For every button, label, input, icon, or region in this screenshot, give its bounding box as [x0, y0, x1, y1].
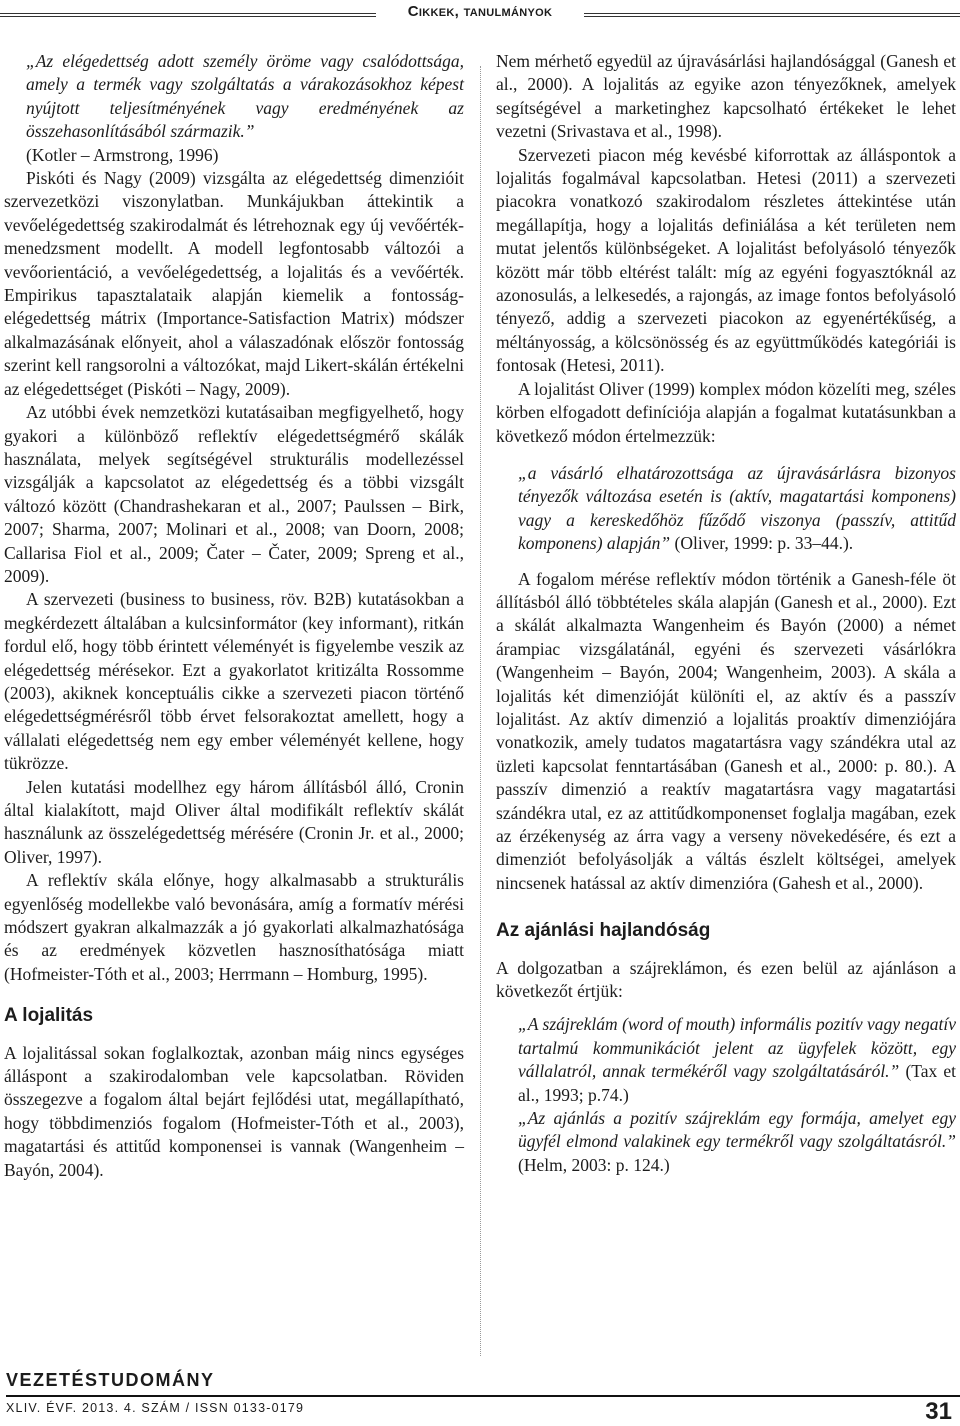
tax-citation: (Tax et al., 1993; p.74.) [518, 1061, 957, 1105]
paragraph: Az utóbbi évek nemzetközi kutatásaiban megfigyelhető, hogy gyakori a különböző reflektív elégedettségmérő skálák használata, melyek segítségével strukturális modellezéssel vizsgálják a kapcsolatot az elégedettség és a többi vizsgált változó között (Chandrashekaran et al., 2007; Paulssen – Birk, 2007; Sharma, 2007; Molinari et al., 2008; van Doorn, 2008; Callarisa Fiol et al., 2009; Čater – Čater, 2009; Spreng et al., 2009). [4, 402, 464, 586]
paragraph: A reflektív skála előnye, hogy alkalmasabb a strukturális egyenlőség modellekbe való bevonására, amíg a formatív mérési módszert gyakran alkalmazzák a jó gyakorlati alkalmazhatósága és az eredmények közvetlen hasznosíthatósága miatt (Hofmeister-Tóth et al., 2003; Herrmann – Homburg, 1995). [4, 870, 464, 984]
paragraph: A dolgozatban a szájreklámon, és ezen belül az ajánláson a következőt értjük: [496, 957, 956, 1002]
paragraph: Jelen kutatási modellhez egy három állításból álló, Cronin által kialakított, majd Oliver által modifikált reflektív skálát használunk az összelégedettség mérésére (Cronin Jr. et al., 2000; Oliver, 1997). [4, 776, 464, 867]
kotler-quote: „Az elégedettség adott személy öröme vagy csalódottsága, amely a termék vagy szolgáltatás a várakozásokhoz képest nyújtott teljesítményének vagy eredményének az összehasonlításából származik.” [26, 51, 464, 142]
header-rule-right [584, 13, 960, 17]
tax-quote: „A szájreklám (word of mouth) informális pozitív vagy negatív tartalmú kommunikációt jelent az ügyfelek között, egy vállalatról, annak termékéről vagy szolgáltatásáról.” [518, 1014, 956, 1082]
oliver-quote: „a vásárló elhatározottsága az újravásárlásra bizonyos tényezők változása esetén is (aktív, magatartási komponens) vagy a kereskedőhöz fűződő viszonya (passzív, attitűd komponens) alapján” [518, 462, 956, 554]
paragraph: Nem mérhető egyedül az újravásárlási hajlandósággal (Ganesh et al., 2000). A lojalitás az egyike azon tényezőknek, amelyek segítségével a marketinghez kapcsolható értékeket le lehet vezetni (Srivastava et al., 1998). [496, 51, 956, 142]
oliver-quote-block [518, 462, 956, 556]
helm-quote: „Az ajánlás a pozitív szájreklám egy formája, amelyet egy ügyfél elmond valakinek egy termékről vagy szolgáltatásról.” [518, 1108, 956, 1152]
oliver-citation: (Oliver, 1999: p. 33–44.). [674, 533, 854, 554]
issue-info: XLIV. ÉVF. 2013. 4. SZÁM / ISSN 0133-0179 [6, 1401, 305, 1415]
tax-quote-block [518, 1013, 956, 1107]
kotler-citation: (Kotler – Armstrong, 1996) [26, 144, 219, 165]
paragraph: A lojalitással sokan foglalkoztak, azonban máig nincs egységes álláspont a szakirodalomban vele kapcsolatban. Röviden összegezve a fogalom által bejárt fejlődési utat, megállapítható, hogy többdimenziós fogalom (Hofmeister-Tóth et al., 2003), magatartási és attitűd komponensei is vannak (Wangenheim – Bayón, 2004). [4, 1042, 464, 1180]
paragraph: A fogalom mérése reflektív módon történik a Ganesh-féle öt állításból álló többtételes skála alapján (Ganesh et al., 2000). Ezt a skálát alkalmazta Wangenheim és Bayón (2000) a német árampiac vizsgálatánál, egyéni és szervezeti vásárlókra (Wangenheim – Bayón, 2004; Wangenheim, 2003). A skála a lojalitás két dimenzióját különíti el, az aktív és a passzív lojalitást. Az aktív dimenzió a lojalitás proaktív dimenziójára vonatkozik, amely tudatos magatartásra vagy szándékra utal az üzleti kapcsolat fenntartásában (Ganesh et al., 2000: p. 80.). A passzív dimenzió a reaktív magatartásra vagy magatartási szándékra utal, ez az attitűdkomponenset foglalja magában, ezek az érzékenység az árra vagy a verseny növekedésére, és ezt a dimenziót befolyásolják a váltás észlelt költségei, amelyek nincsenek hatással az aktív dimenzióra (Gahesh et al., 2000). [496, 568, 956, 893]
helm-quote-block [518, 1107, 956, 1177]
heading-ajanlasi: Az ajánlási hajlandóság [496, 920, 711, 942]
header-rule-left [0, 13, 376, 17]
page-number: 31 [925, 1398, 952, 1425]
helm-citation: (Helm, 2003: p. 124.) [518, 1154, 670, 1175]
heading-lojalitas: A lojalitás [4, 1005, 94, 1027]
running-header [0, 0, 960, 28]
paragraph: Piskóti és Nagy (2009) vizsgálta az elégedettség dimenzióit szervezetközi viszonylatban. Munkájukban áttekintik a vevőelégedettség szakirodalmát és létrehoznak egy új vevőérték-menedzsment modellt. A modell legfontosabb változói a vevőorientáció, a vevőelégedettség, a lojalitás és a vevőérték. Empirikus tapasztalataik alapján kiemelik a fontosság-elégedettség mátrix (Importance-Satisfaction Matrix) módszer alkalmazásának előnyeit, ahol a válaszadónak először fontosság szerint kell rangsorolni a változókat, majd Likert-skálán értékelni az elégedettséget (Piskóti – Nagy, 2009). [4, 168, 464, 399]
footer-rule [6, 1395, 960, 1397]
column-divider [480, 66, 481, 1356]
section-title: Cikkek, tanulmányok [407, 3, 553, 20]
paragraph: Szervezeti piacon még kevésbé kiforrottak az álláspontok a lojalitás fogalmával kapcsolatban. Hetesi (2011) a szervezeti piacokra vonatkozó szakirodalom részletes áttekintése után megállapítja, hogy a lojalitás definiálása a két területen nem mutat jelentős különbségeket. A lojalitást befolyásoló tényezők között már több eltérést talált: míg az egyéni fogyasztóknál az azonosulás, a lelkesedés, a rajongás, az image fontos befolyásoló tényező, addig a szervezeti piacokon az egyenértékűség, a méltányosság, a kölcsönösség és az együttműködés kategóriái is fontosak (Hetesi, 2011). [496, 144, 956, 376]
journal-brand: VEZETÉSTUDOMÁNY [6, 1370, 215, 1390]
paragraph: A lojalitást Oliver (1999) komplex módon közelíti meg, széles körben elfogadott definíciója alapján a fogalmat kutatásunkban a következő módon értelmezzük: [496, 378, 956, 446]
left-column [4, 50, 464, 1182]
paragraph: A szervezeti (business to business, röv. B2B) kutatásokban a megkérdezett általában a kulcsinformátor (key informant), ritkán fordul elő, hogy több érintett véleményét is figyelembe veszik az elégedettség mérésekor. Ezt a gyakorlatot kritizálta Rossomme (2003), akiknek konceptuális cikke a szervezeti piacon történő elégedettségmérésről több érvet felsorakoztat amellett, hogy a vállalati elégedettség nem egy ember véleményét kellene, hogy tükrözze. [4, 589, 464, 774]
right-column [496, 50, 956, 1177]
